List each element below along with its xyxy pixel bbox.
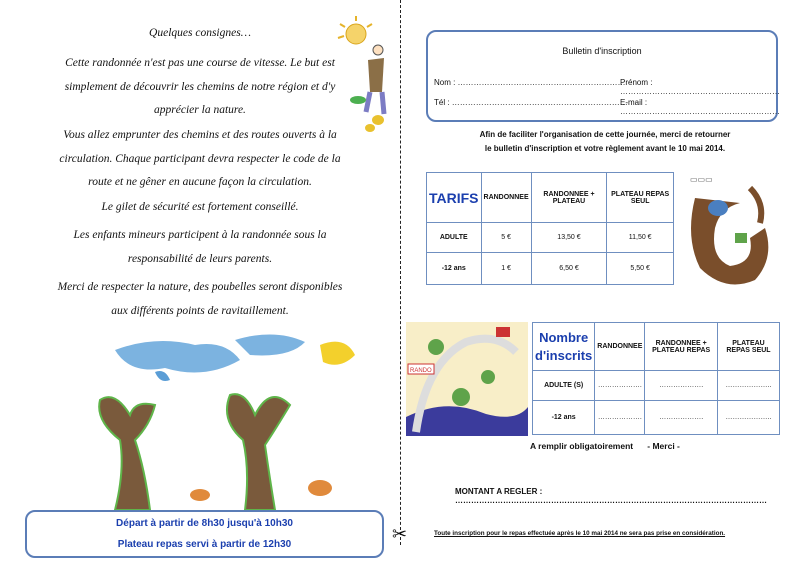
tarifs-table — [426, 172, 674, 285]
scissors-icon: ✂ — [392, 524, 408, 544]
tarif-cell: 1 € — [481, 253, 531, 285]
inscrits-input[interactable]: ……………….. — [717, 371, 779, 401]
tarif-cell: 13,50 € — [531, 223, 607, 253]
inscrits-row-label: -12 ans — [533, 401, 595, 435]
montant-field[interactable]: MONTANT A REGLER : ……………………………………………………………………………………………………… — [455, 487, 767, 505]
email-field[interactable]: E-mail : …………………………………………………… — [620, 98, 780, 116]
inscrits-table — [532, 322, 780, 435]
tarif-row-label: ADULTE — [427, 223, 482, 253]
consignes-p1: Cette randonnée n'est pas une course de vitesse. Le but est simplement de découvrir les chemins de notre région et d'y apprécier la nature. — [64, 57, 336, 116]
footnote: Toute inscription pour le repas effectuée après le 10 mai 2014 ne sera pas prise en considération. — [434, 530, 726, 537]
inscrits-title: Nombre d'inscrits — [533, 323, 595, 371]
inscrits-input[interactable]: ………………. — [595, 371, 645, 401]
inscrits-header: RANDONNEE + PLATEAU REPAS — [645, 323, 718, 371]
tarif-cell: 5 € — [481, 223, 531, 253]
tarif-header: RANDONNEE + PLATEAU — [531, 173, 607, 223]
svg-text:▭▭▭: ▭▭▭ — [690, 175, 713, 184]
consignes-p4: Les enfants mineurs participent à la randonnée sous la responsabilité de leurs parents. — [73, 229, 327, 265]
village-drawing — [406, 322, 528, 436]
notice: Afin de faciliter l'organisation de cette journée, merci de retourner le bulletin d'inscription et votre règlement avant le 10 mai 2014. — [479, 130, 731, 153]
depart-line2: Plateau repas servi à partir de 12h30 — [117, 539, 292, 550]
consignes-p5: Merci de respecter la nature, des poubelles seront disponibles aux différents points de ravitaillement. — [57, 281, 343, 317]
inscrits-input[interactable]: ………………. — [645, 371, 718, 401]
tel-field[interactable]: Tél : ………………………………………………………… — [434, 98, 628, 107]
inscrits-header: PLATEAU REPAS SEUL — [717, 323, 779, 371]
map-drawing — [680, 168, 780, 298]
tarif-cell: 5,50 € — [607, 253, 674, 285]
tarif-header: PLATEAU REPAS SEUL — [607, 173, 674, 223]
inscrits-input[interactable]: ………………. — [595, 401, 645, 435]
tarif-row-label: -12 ans — [427, 253, 482, 285]
nom-field[interactable]: Nom : ……………………………………………………… — [434, 78, 626, 87]
inscrits-header: RANDONNEE — [595, 323, 645, 371]
hiker-drawing — [330, 12, 400, 137]
tarifs-title: TARIFS — [427, 173, 482, 223]
prenom-field[interactable]: Prénom : …………………………………………………… — [620, 78, 780, 96]
inscrits-row-label: ADULTE (S) — [533, 371, 595, 401]
trees-drawing — [75, 330, 365, 510]
rando-sign: RANDO — [410, 368, 432, 374]
depart-box — [25, 510, 384, 558]
bulletin-box — [426, 30, 778, 122]
tarif-header: RANDONNEE — [481, 173, 531, 223]
tarif-cell: 6,50 € — [531, 253, 607, 285]
consignes-p3: Le gilet de sécurité est fortement conseillé. — [101, 201, 299, 213]
tarif-cell: 11,50 € — [607, 223, 674, 253]
depart-line1: Départ à partir de 8h30 jusqu'à 10h30 — [116, 518, 293, 529]
bulletin-title: Bulletin d'inscription — [562, 46, 642, 56]
consignes-p2: Vous allez emprunter des chemins et des routes ouverts à la circulation. Chaque participant devra respecter le code de la route et ne gêner en aucune façon la circulation. — [59, 129, 341, 188]
consignes-title: Quelques consignes… — [149, 27, 251, 39]
remplir-note: A remplir obligatoirement - Merci - — [530, 441, 680, 451]
inscrits-input[interactable]: ………………. — [645, 401, 718, 435]
cut-line — [400, 0, 401, 545]
inscrits-input[interactable]: ……………….. — [717, 401, 779, 435]
